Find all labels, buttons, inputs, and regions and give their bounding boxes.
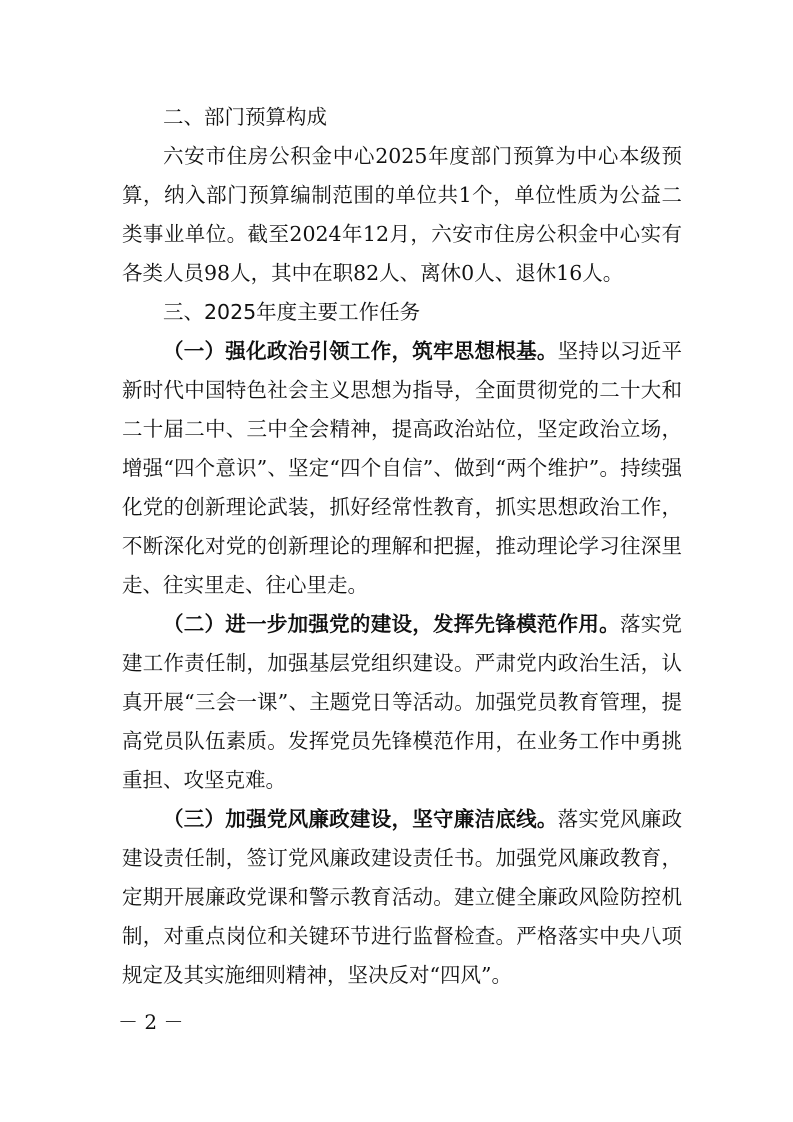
paragraph-task-2 bbox=[122, 605, 682, 800]
section-heading-budget-structure: 二、部门预算构成 bbox=[163, 105, 327, 129]
paragraph-task-3 bbox=[122, 800, 682, 995]
section-heading-main-tasks: 三、2025年度主要工作任务 bbox=[163, 300, 421, 324]
paragraph-budget-structure: 六安市住房公积金中心2025年度部门预算为中心本级预算，纳入部门预算编制范围的单位共1个，单位性质为公益二类事业单位。截至2024年12月，六安市住房公积金中心实有各类人员98人，其中在职82人、离休0人、退休16人。 bbox=[122, 144, 682, 285]
task-2-text: 落实党建工作责任制，加强基层党组织建设。严肃党内政治生活，认真开展“三会一课”、主题党日等活动。加强党员教育管理，提高党员队伍素质。发挥党员先锋模范作用，在业务工作中勇挑重担、攻坚克难。 bbox=[122, 612, 683, 792]
task-3-text: 落实党风廉政建设责任制，签订党风廉政建设责任书。加强党风廉政教育，定期开展廉政党课和警示教育活动。建立健全廉政风险防控机制，对重点岗位和关键环节进行监督检查。严格落实中央八项规定及其实施细则精神，坚决反对“四风”。 bbox=[122, 807, 683, 987]
paragraph-task-1 bbox=[122, 332, 682, 605]
task-1-lead: （一）强化政治引领工作，筑牢思想根基。 bbox=[163, 339, 558, 363]
task-3-lead: （三）加强党风廉政建设，坚守廉洁底线。 bbox=[163, 807, 558, 831]
task-2-lead: （二）进一步加强党的建设，发挥先锋模范作用。 bbox=[163, 612, 620, 636]
page-number: － 2 － bbox=[118, 1010, 184, 1034]
task-1-text: 坚持以习近平新时代中国特色社会主义思想为指导，全面贯彻党的二十大和二十届二中、三中全会精神，提高政治站位，坚定政治立场，增强“四个意识”、坚定“四个自信”、做到“两个维护”。持续强化党的创新理论武装，抓好经常性教育，抓实思想政治工作，不断深化对党的创新理论的理解和把握，推动理论学习往深里走、往实里走、往心里走。 bbox=[122, 339, 683, 597]
document-body bbox=[122, 98, 682, 995]
